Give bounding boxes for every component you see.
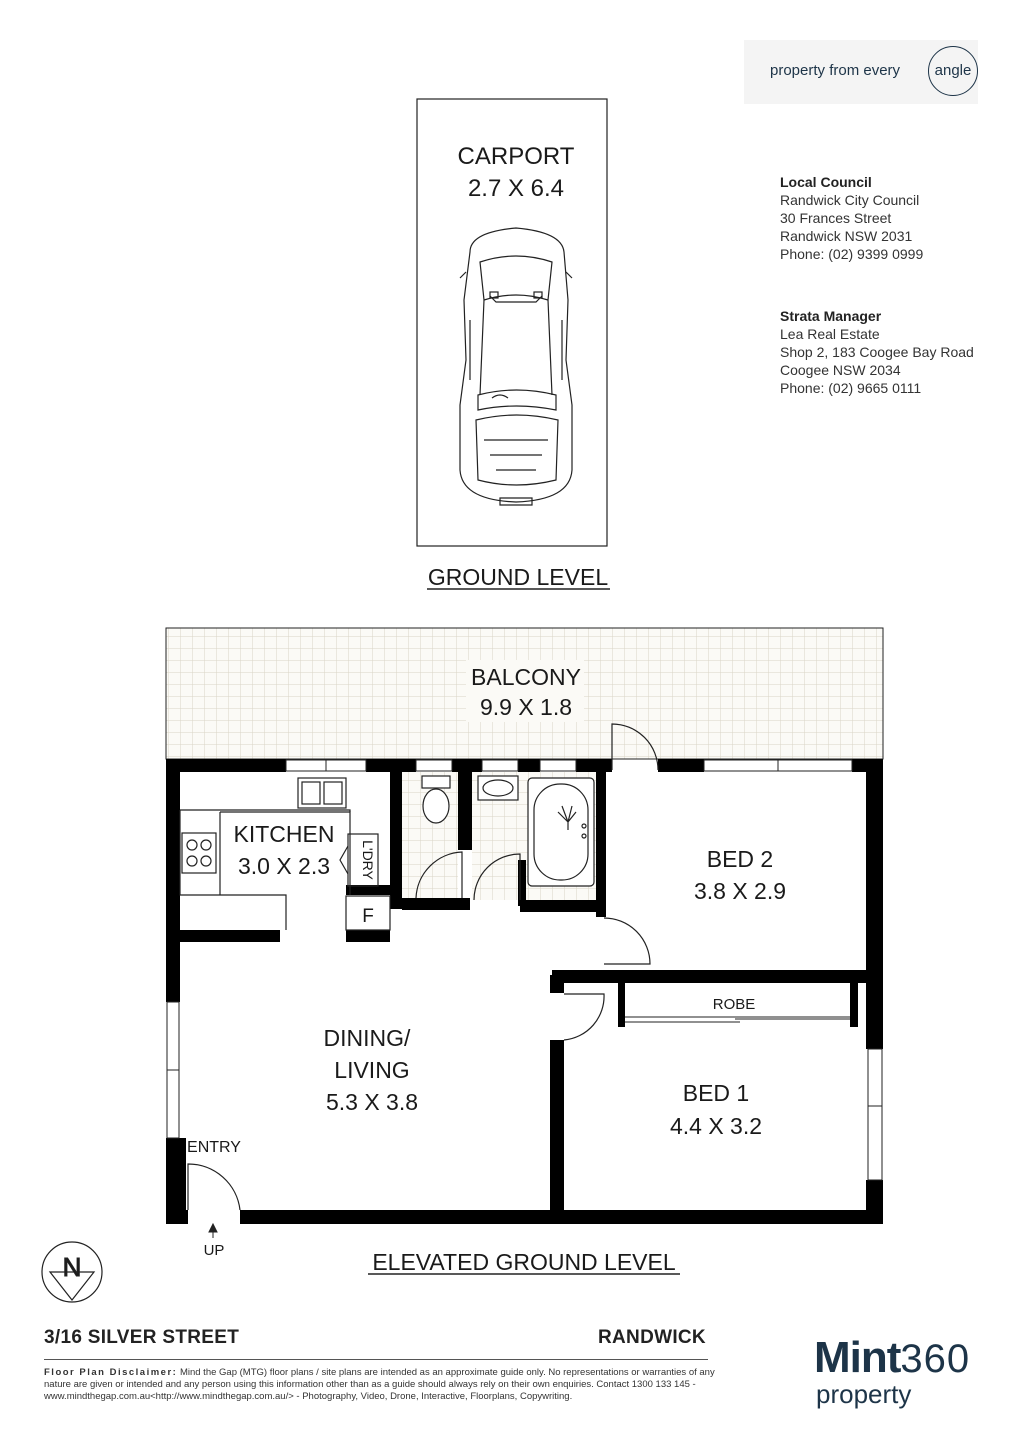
address-suburb: RANDWICK (598, 1327, 706, 1348)
car-icon (460, 228, 572, 505)
laundry-label: L'DRY (360, 840, 376, 880)
address-street: 3/16 SILVER STREET (44, 1327, 240, 1348)
dining-size: 5.3 X 3.8 (325, 1089, 419, 1115)
up-label: UP (203, 1242, 225, 1259)
tagline-circled-word: angle (934, 62, 972, 79)
footer-divider (44, 1359, 708, 1360)
brand-name: Mint (814, 1333, 901, 1382)
council-line: Randwick NSW 2031 (780, 228, 913, 244)
bed2-size: 3.8 X 2.9 (693, 878, 787, 904)
council-heading: Local Council (780, 174, 872, 190)
tagline-badge (744, 40, 978, 104)
disclaimer (44, 1367, 734, 1403)
compass-letter: N (62, 1252, 82, 1282)
bed1-size: 4.4 X 3.2 (669, 1113, 763, 1139)
bed1-name: BED 1 (682, 1080, 750, 1106)
dining-name-line2: LIVING (334, 1057, 410, 1083)
balcony-size: 9.9 X 1.8 (479, 694, 573, 720)
bed2-name: BED 2 (706, 846, 774, 872)
disclaimer-text: Mind the Gap (MTG) floor plans / site plans are intended as an approximate guide only. No representations or warranties of any nature are given or intended and any person using this information other than as a guide should always rely on their own enquiries. Contact 1300 133 145 - www.mindthegap.com.au<http://www.mindthegap.com.au/> - Photography, Video, Drone, Interactive, Floorplans, Copywriting. (44, 1367, 715, 1402)
strata-line: Coogee NSW 2034 (780, 362, 901, 378)
brand-logo (814, 1333, 971, 1382)
strata-heading: Strata Manager (780, 308, 882, 324)
up-arrow-icon (209, 1224, 217, 1238)
robe-fittings (625, 1017, 850, 1022)
robe-label: ROBE (712, 996, 756, 1013)
council-line: Randwick City Council (780, 192, 920, 208)
balcony-name: BALCONY (471, 664, 581, 690)
elevated-level-title: ELEVATED GROUND LEVEL (372, 1249, 676, 1275)
strata-line: Phone: (02) 9665 0111 (780, 380, 922, 396)
entry-label: ENTRY (187, 1139, 241, 1156)
carport-size: 2.7 X 6.4 (467, 175, 565, 202)
council-info (780, 173, 923, 263)
brand-number: 360 (900, 1337, 971, 1381)
dining-name-line1: DINING/ (323, 1025, 411, 1051)
kitchen-name: KITCHEN (233, 821, 335, 847)
tagline-text: property from every (770, 62, 901, 79)
strata-line: Lea Real Estate (780, 326, 880, 342)
fridge-label: F (362, 906, 374, 927)
carport-name: CARPORT (457, 143, 575, 170)
strata-line: Shop 2, 183 Coogee Bay Road (780, 344, 974, 360)
brand-sub: property (816, 1379, 912, 1409)
strata-info (780, 307, 974, 397)
disclaimer-label: Floor Plan Disclaimer: (44, 1367, 178, 1378)
kitchen-size: 3.0 X 2.3 (237, 853, 331, 879)
council-line: 30 Frances Street (780, 210, 892, 226)
ground-level-title: GROUND LEVEL (427, 564, 609, 590)
council-line: Phone: (02) 9399 0999 (780, 246, 924, 262)
